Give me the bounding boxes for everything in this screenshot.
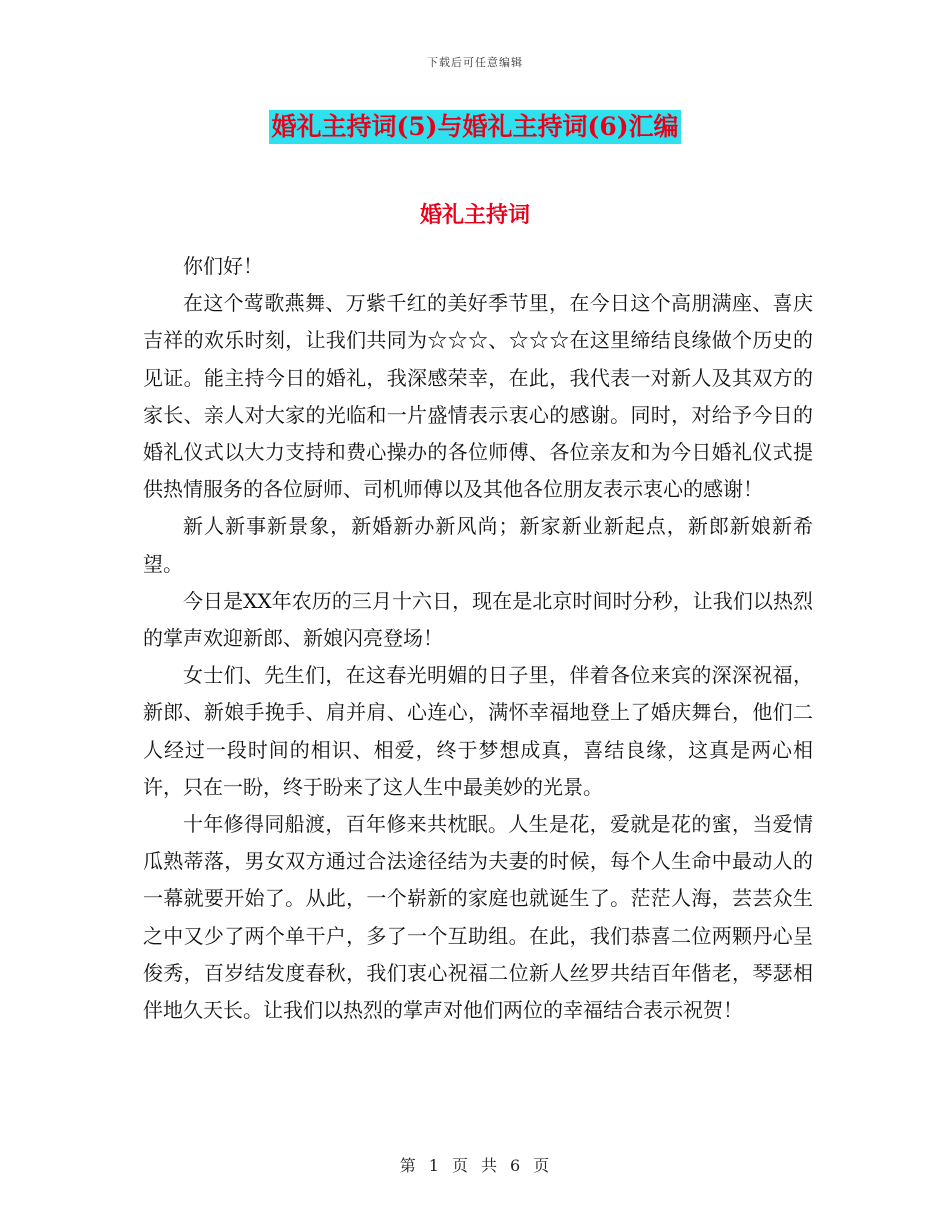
paragraph-blessing: 十年修得同船渡，百年修来共枕眠。人生是花，爱就是花的蜜，当爱情瓜熟蒂落，男女双方通过合法途径结为夫妻的时候，每个人生命中最动人的一幕就要开始了。从此，一个崭新的家庭也就诞生了。茫茫人海，芸芸众生之中又少了两个单干户，多了一个互助组。在此，我们恭喜二位两颗丹心呈俊秀，百岁结发度春秋，我们衷心祝福二位新人丝罗共结百年偕老，琴瑟相伴地久天长。让我们以热烈的掌声对他们两位的幸福结合表示祝贺！ — [143, 812, 813, 1023]
footer-total-prefix: 共 — [481, 1156, 499, 1175]
paragraph-greeting: 你们好！ — [183, 254, 263, 278]
page-footer — [0, 1153, 950, 1176]
footer-total-unit: 页 — [533, 1156, 551, 1175]
paragraph-couplet: 新人新事新景象，新婚新办新风尚；新家新业新起点，新郎新娘新希望。 — [143, 514, 813, 576]
document-title-container — [0, 110, 950, 144]
document-title: 婚礼主持词(5)与婚礼主持词(6)汇编 — [269, 110, 680, 144]
paragraph-opening: 在这个莺歌燕舞、万紫千红的美好季节里，在今日这个高朋满座、喜庆吉祥的欢乐时刻，让我们共同为☆☆☆、☆☆☆在这里缔结良缘做个历史的见证。能主持今日的婚礼，我深感荣幸，在此，我代表一对新人及其双方的家长、亲人对大家的光临和一片盛情表示衷心的感谢。同时，对给予今日的婚礼仪式以大力支持和费心操办的各位师傅、各位亲友和为今日婚礼仪式提供热情服务的各位厨师、司机师傅以及其他各位朋友表示衷心的感谢！ — [143, 291, 813, 502]
paragraph-date-announcement: 今日是XX年农历的三月十六日，现在是北京时间时分秒，让我们以热烈的掌声欢迎新郎、新娘闪亮登场！ — [143, 588, 813, 651]
section-title: 婚礼主持词 — [419, 202, 530, 228]
footer-total-pages: 6 — [510, 1156, 522, 1175]
page-header-note: 下载后可任意编辑 — [427, 56, 523, 69]
footer-page-number: 1 — [428, 1156, 440, 1175]
document-body — [143, 248, 813, 1029]
footer-page-unit: 页 — [451, 1156, 469, 1175]
paragraph-entrance: 女士们、先生们，在这春光明媚的日子里，伴着各位来宾的深深祝福，新郎、新娘手挽手、肩并肩、心连心，满怀幸福地登上了婚庆舞台，他们二人经过一段时间的相识、相爱，终于梦想成真，喜结良缘，这真是两心相许，只在一盼，终于盼来了这人生中最美妙的光景。 — [143, 663, 813, 799]
footer-page-prefix: 第 — [399, 1156, 417, 1175]
